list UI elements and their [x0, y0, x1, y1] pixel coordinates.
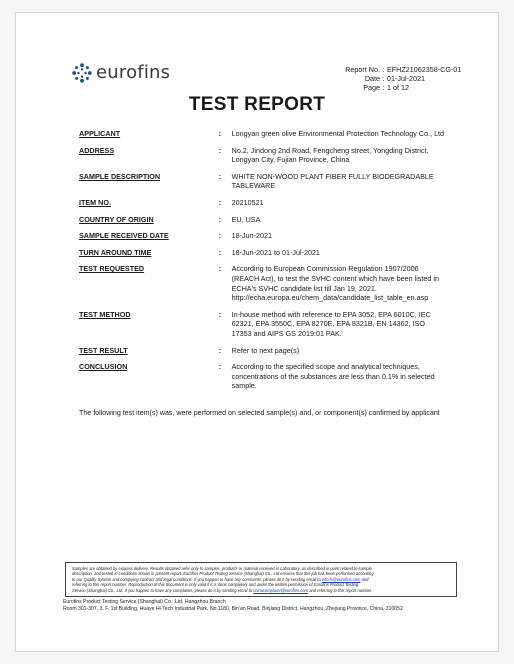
field-label: CONCLUSION [79, 362, 128, 372]
field-label: TEST RESULT [79, 345, 128, 355]
field-address: ADDRESS : No.2, Jindong 2nd Road, Fengcheng street, Yongding District, Longyan City, Fujian Province, China [79, 146, 481, 165]
field-conclusion: CONCLUSION : According to the specified scope and analytical techniques, concentrations of the substances are less than 0.1% in selected sample. [79, 362, 481, 391]
info-email-link[interactable]: info.fs@eurofins.com [321, 576, 361, 582]
field-sample-description: SAMPLE DESCRIPTION : WHITE NON-WOOD PLANT FIBER FULLY BIODEGRADABLE TABLEWARE [79, 172, 481, 191]
brand-name: eurofins [96, 62, 171, 83]
field-value: In-house method with reference to EPA 3052, EPA 6010C, IEC 62321, EPA 3550C, EPA 8270E, EPA 8321B, EN 14362, ISO 17353 and AIPS GS 2019:01 PAK. [231, 309, 431, 338]
report-meta [334, 65, 461, 93]
field-label: ADDRESS [79, 145, 115, 155]
echa-url[interactable]: http://echa.europa.eu/chem_data/candidate_list_table_en.asp [231, 293, 429, 303]
field-value: 20210521 [231, 197, 264, 207]
field-label: TEST REQUESTED [79, 264, 145, 274]
field-item-no: ITEM NO. : 20210521 [79, 198, 481, 208]
eurofins-dots-icon [72, 63, 92, 83]
meta-report-no: Report No. : EFHZ21062358-CG-01 [334, 65, 461, 74]
field-label: SAMPLE RECEIVED DATE [79, 231, 169, 241]
field-value: EU, USA [231, 214, 261, 224]
field-applicant: APPLICANT : Longyan green olive Environmental Protection Technology Co., Ltd [79, 129, 481, 139]
field-value: Longyan green olive Environmental Protection Technology Co., Ltd [231, 129, 445, 138]
complaint-email-link[interactable]: chinacomplaint@eurofins.com [253, 587, 309, 593]
field-test-method: TEST METHOD : In-house method with reference to EPA 3052, EPA 6010C, IEC 62321, EPA 3550C, EPA 8270E, EPA 8321B, EN 14362, ISO 17353 and AIPS GS 2019:01 PAK. [79, 310, 481, 339]
meta-label: Page [363, 83, 380, 93]
field-test-requested: TEST REQUESTED : According to European Commission Regulation 1907/2006 (REACH Act), to test the SVHC content which have been listed in ECHA's SVHC candidate list till Jan 19, 2021. http://echa.europa.eu/chem_data/candidate_list_table_en.asp [79, 264, 481, 302]
field-label: APPLICANT [79, 129, 121, 138]
field-label: TEST METHOD [79, 309, 131, 319]
field-label: ITEM NO. [79, 197, 111, 207]
field-value: 18-Jun-2021 [231, 231, 272, 241]
field-value: WHITE NON-WOOD PLANT FIBER FULLY BIODEGRADABLE TABLEWARE [231, 171, 434, 191]
field-label: TURN AROUND TIME [79, 247, 152, 257]
eurofins-logo [72, 62, 170, 83]
report-page [15, 12, 499, 652]
field-value: No.2, Jindong 2nd Road, Fengcheng street, Yongding District, Longyan City, Fujian Province, China [231, 145, 429, 165]
field-value: According to the specified scope and analytical techniques, concentrations of the substances are less than 0.1% in selected sample. [231, 362, 435, 391]
field-value: According to European Commission Regulation 1907/2006 (REACH Act), to test the SVHC content which have been listed in ECHA's SVHC candidate list till Jan 19, 2021. http://echa.europa.eu/chem_data/candidate_list_table_en.asp [232, 264, 481, 302]
field-label: COUNTRY OF ORIGIN [79, 214, 154, 224]
meta-date: Date : 01-Jul-2021 [334, 74, 461, 83]
meta-label: Report No. [345, 65, 380, 74]
field-test-result: TEST RESULT : Refer to next page(s) [79, 346, 481, 356]
report-fields [79, 129, 481, 398]
test-statement: The following test item(s) was, were performed on selected sample(s) and, or component(s) confirmed by applicant [79, 409, 440, 417]
field-sample-received-date: SAMPLE RECEIVED DATE : 18-Jun-2021 [79, 231, 481, 241]
field-country-of-origin: COUNTRY OF ORIGIN : EU, USA [79, 215, 481, 225]
footer-address: Eurofins Product Testing Service (Shanghai) Co., Ltd. Hangzhou Branch Room 301-307, 3. F, 1st Building, Huaye Hi-Tech Industrial Park, No.1180, Bin'an Road, Binjiang District, Hangzhou, Zhejiang Province, China, 310052 [63, 599, 403, 612]
report-title: TEST REPORT [188, 94, 326, 115]
meta-value: EFHZ21062358-CG-01 [387, 65, 462, 74]
meta-label: Date [364, 74, 380, 84]
meta-page: Page : 1 of 12 [334, 83, 461, 92]
field-turn-around-time: TURN AROUND TIME : 18-Jun-2021 to 01-Jul-2021 [79, 248, 481, 258]
meta-value: 1 of 12 [387, 83, 409, 93]
field-label: SAMPLE DESCRIPTION [79, 171, 161, 181]
disclaimer-box: Samples are obtained by express delivery. Results obtained refer only to samples, products or material received in Laboratory, as described in point related to sample description, and tested in conditions shown in present report. Eurofins Product Testing Service (Shanghai) Co., Ltd ensures that this job has been performed according to our Quality System and complying contract and legal conditions. If you happen to have any comments, please do it by sending email to info.fs@eurofins.com and referring to this report number. Reproduction of this document is only valid if it is done completely and under the written permission of Eurofins Product Testing Service (Shanghai) Co., Ltd. If you happen to have any complaints, please do it by sending email to chinacomplaint@eurofins.com and referring to this report number. [65, 562, 457, 597]
field-value: 18-Jun-2021 to 01-Jul-2021 [231, 247, 320, 257]
meta-value: 01-Jul-2021 [387, 74, 425, 84]
field-value: Refer to next page(s) [231, 345, 300, 355]
